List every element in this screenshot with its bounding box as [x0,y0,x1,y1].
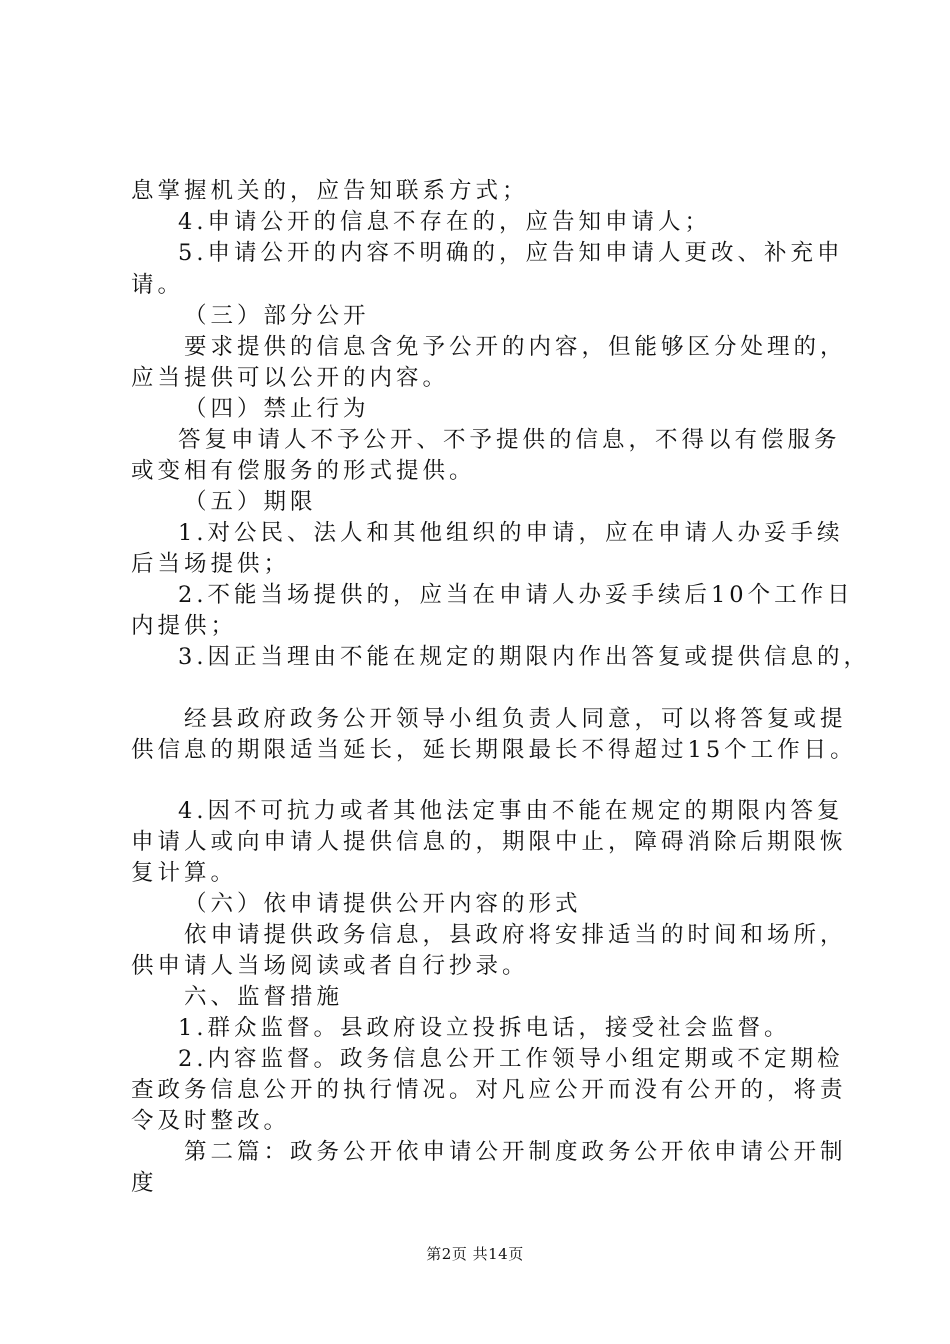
text-line: 令及时整改。 [131,1108,291,1134]
text-line: 3.因正当理由不能在规定的期限内作出答复或提供信息的， [178,644,870,670]
text-line: 4.申请公开的信息不存在的，应告知申请人； [178,209,711,235]
text-line: 内提供； [131,613,238,639]
text-line: 2.不能当场提供的，应当在申请人办妥手续后10个工作日 [178,582,854,608]
text-line: 请。 [131,272,185,298]
text-line: 1.群众监督。县政府设立投拆电话，接受社会监督。 [178,1015,791,1041]
text-line: 依申请提供政务信息，县政府将安排适当的时间和场所， [184,922,847,948]
text-line: 后当场提供； [131,551,291,577]
text-line: 4.因不可抗力或者其他法定事由不能在规定的期限内答复 [178,798,844,824]
chapter-heading: 第二篇：政务公开依申请公开制度政务公开依申请公开制 [184,1139,847,1165]
text-line: 应当提供可以公开的内容。 [131,365,450,391]
section-heading: （三）部分公开 [184,303,370,329]
text-line: 供信息的期限适当延长，延长期限最长不得超过15个工作日。 [131,737,857,763]
text-line: 2.内容监督。政务信息公开工作领导小组定期或不定期检 [178,1046,844,1072]
text-line: 申请人或向申请人提供信息的，期限中止，障碍消除后期限恢 [131,829,847,855]
text-line: 复计算。 [131,860,238,886]
text-line: 经县政府政务公开领导小组负责人同意，可以将答复或提 [184,706,847,732]
section-heading: （四）禁止行为 [184,396,370,422]
text-line: 或变相有偿服务的形式提供。 [131,458,476,484]
section-heading: 六、监督措施 [184,984,344,1010]
text-line: 要求提供的信息含免予公开的内容，但能够区分处理的， [184,334,847,360]
chapter-heading: 度 [131,1170,158,1196]
text-line: 查政务信息公开的执行情况。对凡应公开而没有公开的，将责 [131,1077,847,1103]
section-heading: （五）期限 [184,489,317,515]
text-line: 息掌握机关的，应告知联系方式； [131,178,529,204]
text-line: 供申请人当场阅读或者自行抄录。 [131,953,529,979]
section-heading: （六）依申请提供公开内容的形式 [184,891,582,917]
text-line: 1.对公民、法人和其他组织的申请，应在申请人办妥手续 [178,520,844,546]
text-line: 5.申请公开的内容不明确的，应告知申请人更改、补充申 [178,240,844,266]
page-footer: 第2页 共14页 [426,1245,524,1263]
text-line: 答复申请人不予公开、不予提供的信息，不得以有偿服务 [178,427,841,453]
